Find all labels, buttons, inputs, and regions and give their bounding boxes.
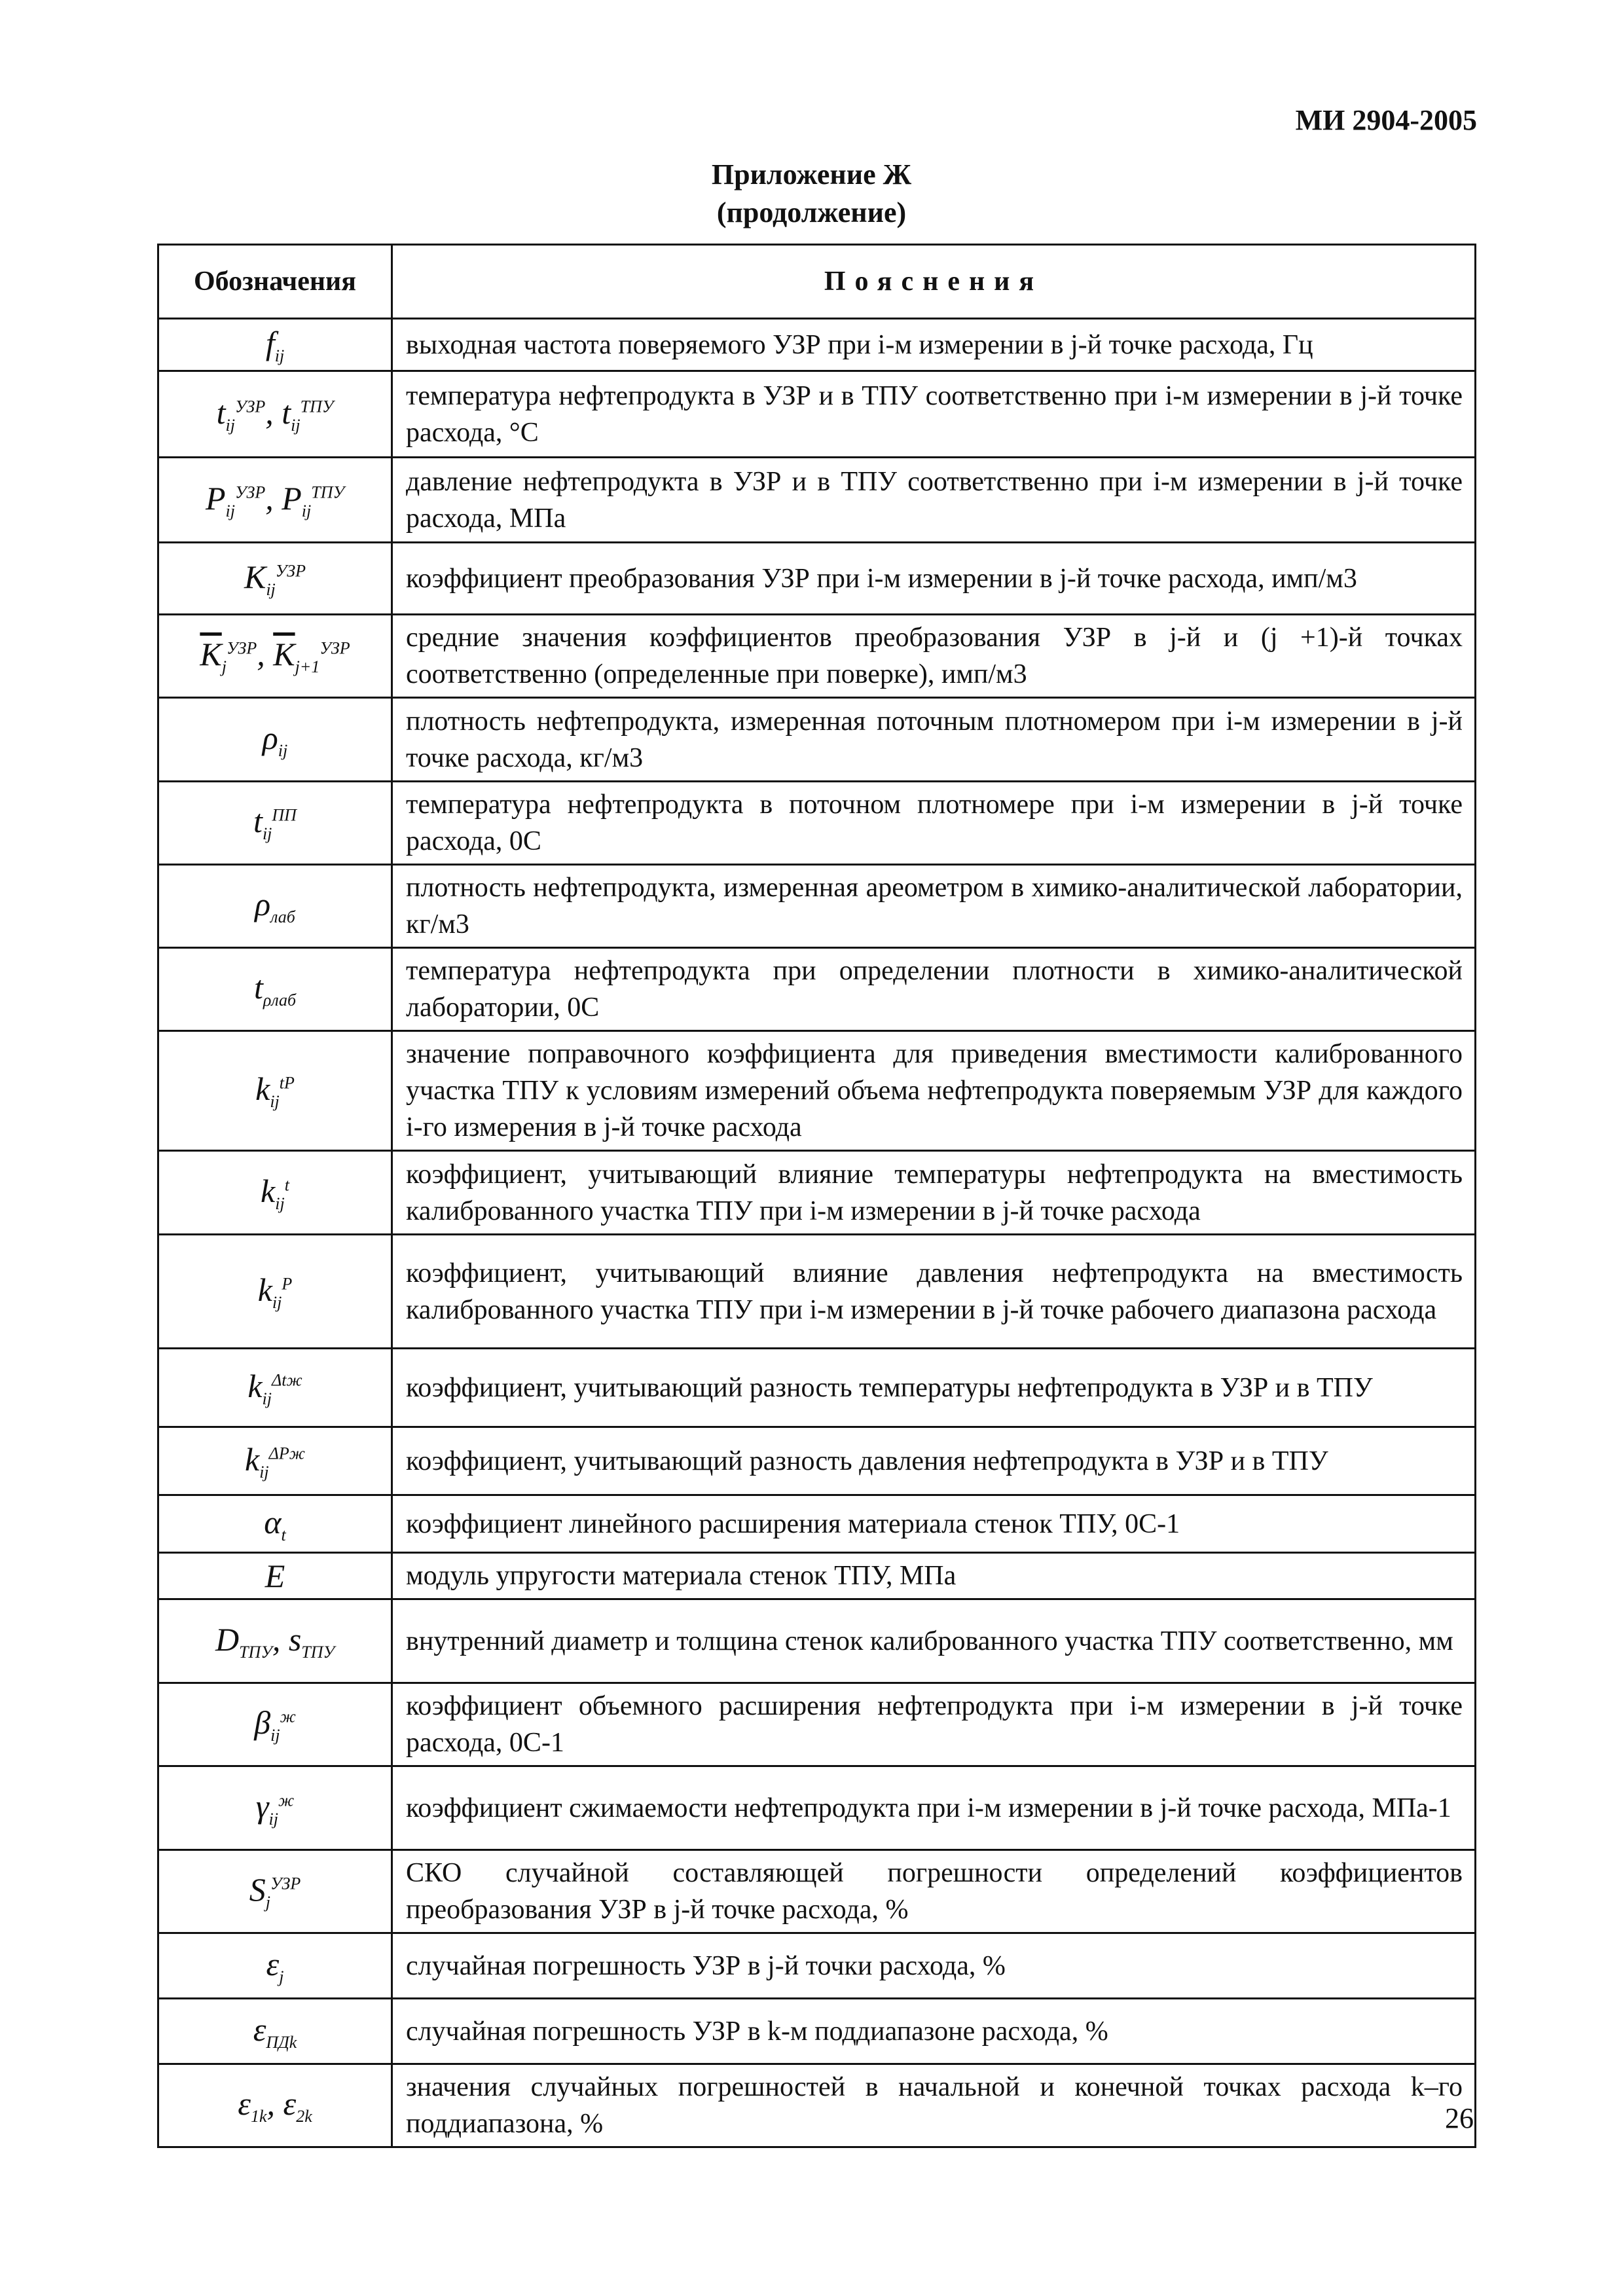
table-row [158, 371, 1476, 458]
table-row [158, 1766, 1476, 1850]
symbol-cell: $\beta_{ij}^ж$ [158, 1683, 392, 1766]
explanation-cell: коэффициент объемного расширения нефтепродукта при i-м измерении в j-й точке расхода, 0С-1 [392, 1683, 1476, 1766]
symbol-cell: $S_j^{УЗР}$ [158, 1850, 392, 1933]
symbol-cell: $k_{ij}^{\Delta Pж}$ [158, 1427, 392, 1495]
table-row [158, 1683, 1476, 1766]
table-row [158, 1495, 1476, 1553]
explanation-cell: СКО случайной составляющей погрешности определений коэффициентов преобразования УЗР в j-й точке расхода, % [392, 1850, 1476, 1933]
symbols-table [157, 244, 1476, 2148]
explanation-cell: плотность нефтепродукта, измеренная поточным плотномером при i-м измерении в j-й точке расхода, кг/м3 [392, 698, 1476, 782]
symbol-cell: $P_{ij}^{УЗР}$, $P_{ij}^{ТПУ}$ [158, 458, 392, 543]
table-row [158, 865, 1476, 948]
symbol-cell: $f_{ij}$ [158, 319, 392, 371]
explanation-cell: коэффициент преобразования УЗР при i-м измерении в j-й точке расхода, имп/м3 [392, 543, 1476, 615]
symbol-cell: $\alpha_t$ [158, 1495, 392, 1553]
explanation-cell: коэффициент, учитывающий влияние температуры нефтепродукта на вместимость калиброванного участка ТПУ при i-м измерении в j-й точке расхода [392, 1151, 1476, 1235]
table-row [158, 1850, 1476, 1933]
table-row [158, 1933, 1476, 1999]
table-row [158, 1427, 1476, 1495]
explanation-cell: средние значения коэффициентов преобразования УЗР в j-й и (j +1)-й точках соответственно (определенные при поверке), имп/м3 [392, 615, 1476, 698]
symbol-cell: $\overline{K}_j^{УЗР}$, $\overline{K}_{j+1}^{УЗР}$ [158, 615, 392, 698]
symbol-cell: $D_{ТПУ}$, $s_{ТПУ}$ [158, 1599, 392, 1683]
appendix-title [0, 156, 1623, 232]
document-code: МИ 2904-2005 [1295, 104, 1477, 136]
table-row [158, 1553, 1476, 1599]
page-number: 26 [1445, 2102, 1474, 2134]
table-row [158, 1235, 1476, 1349]
explanation-cell: случайная погрешность УЗР в k-м поддиапазоне расхода, % [392, 1999, 1476, 2064]
explanation-cell: коэффициент, учитывающий влияние давления нефтепродукта на вместимость калиброванного участка ТПУ при i-м измерении в j-й точке рабочего диапазона расхода [392, 1235, 1476, 1349]
table-row [158, 2064, 1476, 2147]
table-row [158, 1599, 1476, 1683]
symbol-cell: $k_{ij}^{\Delta tж}$ [158, 1349, 392, 1427]
symbol-cell: $t_{ij}^{УЗР}$, $t_{ij}^{ТПУ}$ [158, 371, 392, 458]
table-row [158, 319, 1476, 371]
header-explanations: Пояснения [392, 245, 1476, 319]
symbol-cell: $k_{ij}^t$ [158, 1151, 392, 1235]
symbol-cell: $\varepsilon_j$ [158, 1933, 392, 1999]
explanation-cell: внутренний диаметр и толщина стенок калиброванного участка ТПУ соответственно, мм [392, 1599, 1476, 1683]
table-row [158, 458, 1476, 543]
explanation-cell: коэффициент, учитывающий разность давления нефтепродукта в УЗР и в ТПУ [392, 1427, 1476, 1495]
explanation-cell: температура нефтепродукта в УЗР и в ТПУ соответственно при i-м измерении в j-й точке расхода, °С [392, 371, 1476, 458]
symbol-cell: E [158, 1553, 392, 1599]
table-row [158, 948, 1476, 1031]
appendix-title-line: Приложение Ж [711, 158, 912, 191]
table-row [158, 698, 1476, 782]
table-row [158, 1349, 1476, 1427]
explanation-cell: давление нефтепродукта в УЗР и в ТПУ соответственно при i-м измерении в j-й точке расхода, МПа [392, 458, 1476, 543]
explanation-cell: модуль упругости материала стенок ТПУ, МПа [392, 1553, 1476, 1599]
explanation-cell: коэффициент линейного расширения материала стенок ТПУ, 0С-1 [392, 1495, 1476, 1553]
symbol-cell: $\varepsilon_{1k}$, $\varepsilon_{2k}$ [158, 2064, 392, 2147]
table-row [158, 782, 1476, 865]
explanation-cell: значение поправочного коэффициента для приведения вместимости калиброванного участка ТПУ к условиям измерений объема нефтепродукта поверяемым УЗР для каждого i-го измерения в j-й точке расхода [392, 1031, 1476, 1151]
symbol-cell: $t_{\rho лаб}$ [158, 948, 392, 1031]
symbol-cell: $t_{ij}^{ПП}$ [158, 782, 392, 865]
explanation-cell: плотность нефтепродукта, измеренная ареометром в химико-аналитической лаборатории, кг/м3 [392, 865, 1476, 948]
table-row [158, 1031, 1476, 1151]
table-row [158, 1151, 1476, 1235]
explanation-cell: случайная погрешность УЗР в j-й точки расхода, % [392, 1933, 1476, 1999]
explanation-cell: температура нефтепродукта при определении плотности в химико-аналитической лаборатории, 0С [392, 948, 1476, 1031]
explanation-cell: коэффициент сжимаемости нефтепродукта при i-м измерении в j-й точке расхода, МПа-1 [392, 1766, 1476, 1850]
table-row [158, 1999, 1476, 2064]
table-header-row [158, 245, 1476, 319]
symbol-cell: $\rho_{ij}$ [158, 698, 392, 782]
appendix-subtitle: (продолжение) [716, 196, 907, 228]
symbol-cell: $k_{ij}^{tP}$ [158, 1031, 392, 1151]
explanation-cell: выходная частота поверяемого УЗР при i-м измерении в j-й точке расхода, Гц [392, 319, 1476, 371]
symbol-cell: $\gamma_{ij}^ж$ [158, 1766, 392, 1850]
explanation-cell: коэффициент, учитывающий разность температуры нефтепродукта в УЗР и в ТПУ [392, 1349, 1476, 1427]
symbol-cell: $K_{ij}^{УЗР}$ [158, 543, 392, 615]
explanation-cell: температура нефтепродукта в поточном плотномере при i-м измерении в j-й точке расхода, 0С [392, 782, 1476, 865]
table-row [158, 543, 1476, 615]
table-row [158, 615, 1476, 698]
symbol-cell: $\varepsilon_{ПДk}$ [158, 1999, 392, 2064]
explanation-cell: значения случайных погрешностей в начальной и конечной точках расхода k–го поддиапазона, % [392, 2064, 1476, 2147]
header-symbols: Обозначения [158, 245, 392, 319]
symbol-cell: $\rho_{лаб}$ [158, 865, 392, 948]
symbol-cell: $k_{ij}^P$ [158, 1235, 392, 1349]
